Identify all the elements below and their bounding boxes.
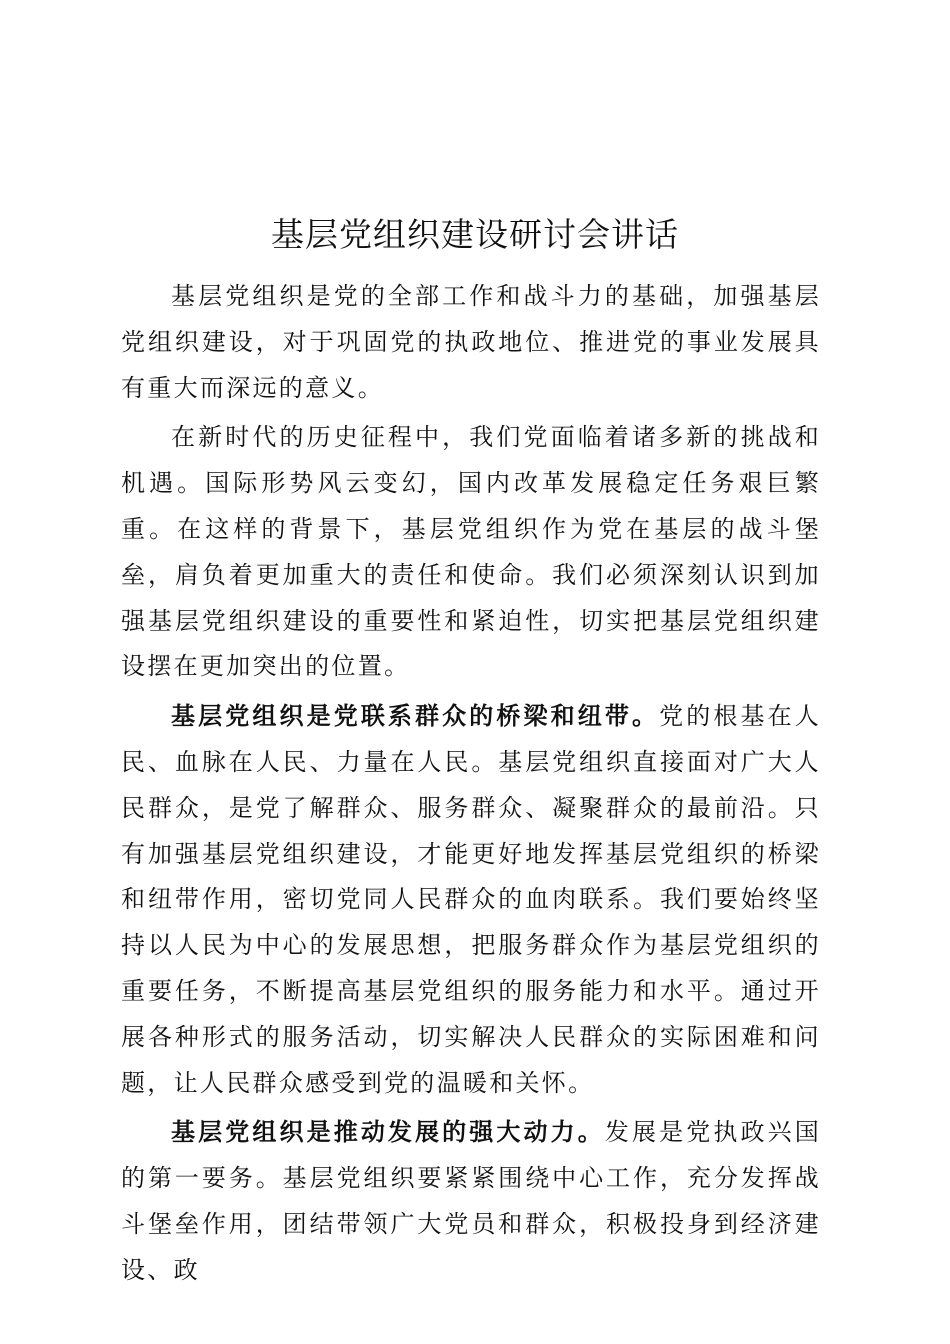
document-body [121, 273, 821, 1294]
paragraph-4 [121, 1109, 821, 1293]
paragraph-text: 发展是党执政兴国的第一要务。基层党组织要紧紧围绕中心工作，充分发挥战斗堡垒作用，团结带领广大党员和群众，积极投身到经济建设、政 [121, 1118, 821, 1284]
paragraph-lead: 基层党组织是推动发展的强大动力。 [171, 1117, 605, 1147]
paragraph-3 [121, 693, 821, 1106]
paragraph-1 [121, 273, 821, 411]
paragraph-2 [121, 414, 821, 690]
paragraph-text: 基层党组织是党的全部工作和战斗力的基础，加强基层党组织建设，对于巩固党的执政地位、推进党的事业发展具有重大而深远的意义。 [121, 282, 821, 402]
document-title: 基层党组织建设研讨会讲话 [271, 215, 679, 254]
paragraph-text: 在新时代的历史征程中，我们党面临着诸多新的挑战和机遇。国际形势风云变幻，国内改革发展稳定任务艰巨繁重。在这样的背景下，基层党组织作为党在基层的战斗堡垒，肩负着更加重大的责任和使命。我们必须深刻认识到加强基层党组织建设的重要性和紧迫性，切实把基层党组织建设摆在更加突出的位置。 [121, 423, 821, 681]
paragraph-lead: 基层党组织是党联系群众的桥梁和纽带。 [171, 701, 660, 731]
paragraph-text: 党的根基在人民、血脉在人民、力量在人民。基层党组织直接面对广大人民群众，是党了解群众、服务群众、凝聚群众的最前沿。只有加强基层党组织建设，才能更好地发挥基层党组织的桥梁和纽带作用，密切党同人民群众的血肉联系。我们要始终坚持以人民为中心的发展思想，把服务群众作为基层党组织的重要任务，不断提高基层党组织的服务能力和水平。通过开展各种形式的服务活动，切实解决人民群众的实际困难和问题，让人民群众感受到党的温暖和关怀。 [121, 702, 821, 1097]
